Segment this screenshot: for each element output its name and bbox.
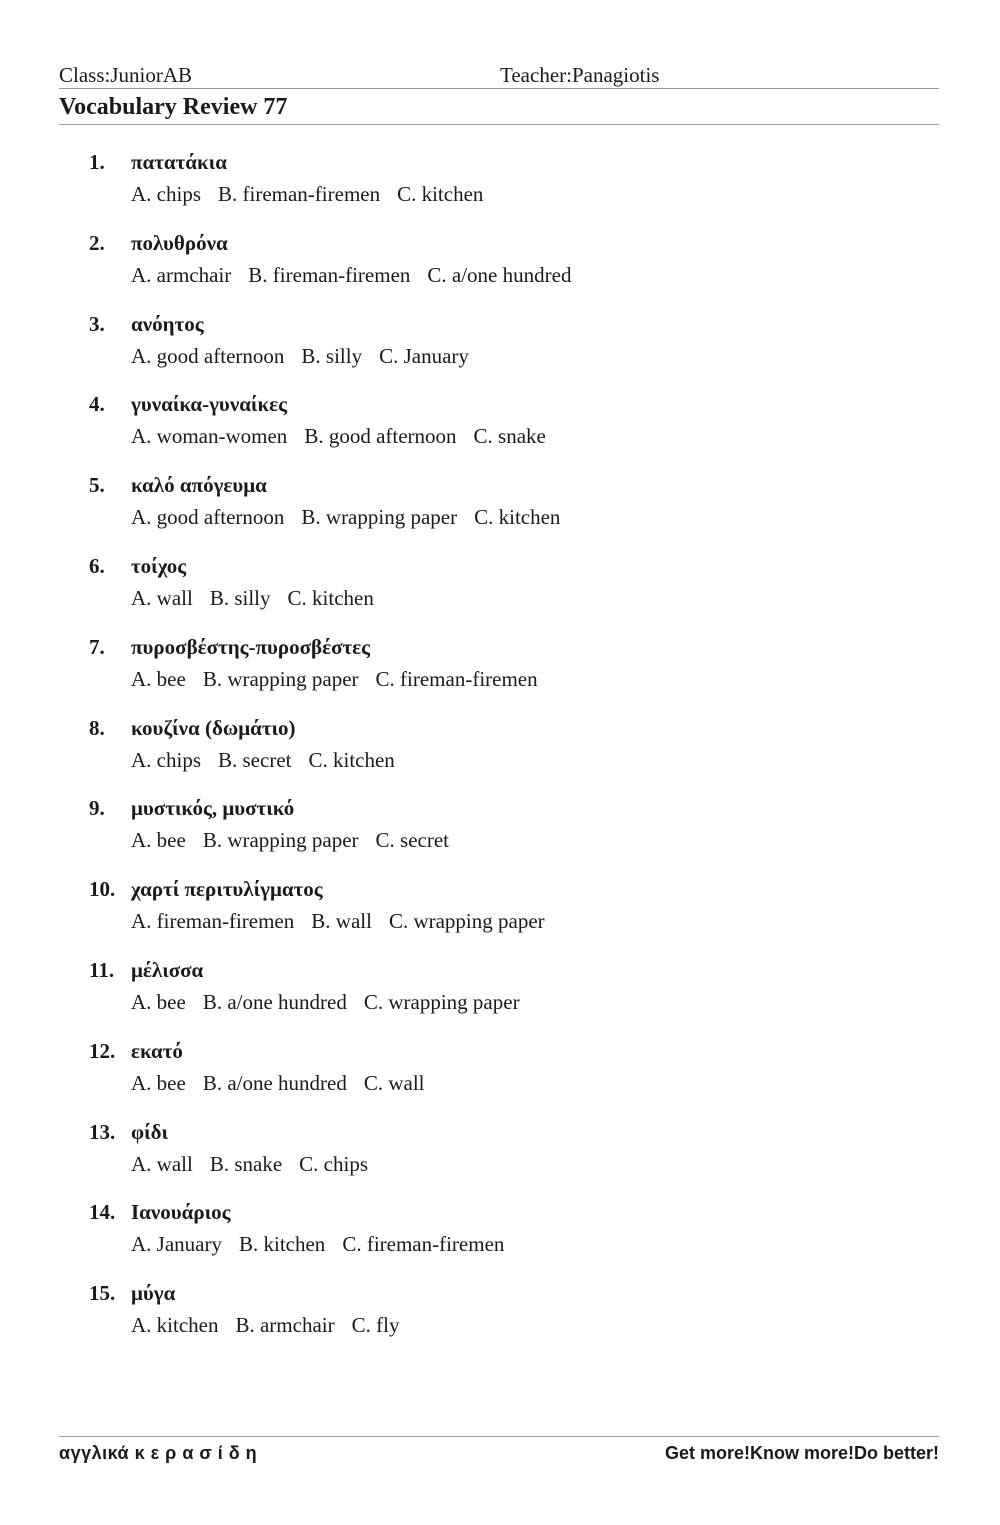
- answer-option[interactable]: B. fireman-firemen: [248, 262, 411, 287]
- question-item: [59, 794, 939, 875]
- question-number: 8.: [89, 715, 105, 740]
- question-item: [59, 633, 939, 714]
- answer-options: [131, 1071, 442, 1096]
- question-number: 2.: [89, 230, 105, 255]
- question-number: 14.: [89, 1200, 116, 1225]
- answer-option[interactable]: A. bee: [131, 666, 186, 691]
- answer-option[interactable]: B. wrapping paper: [202, 828, 359, 853]
- question-number: 4.: [89, 392, 105, 417]
- answer-option[interactable]: C. fireman-firemen: [342, 1232, 505, 1257]
- answer-option[interactable]: B. wall: [311, 909, 372, 934]
- answer-option[interactable]: A. bee: [131, 1070, 186, 1095]
- question-word: τοίχος: [131, 553, 187, 578]
- answer-option[interactable]: C. wrapping paper: [363, 989, 520, 1014]
- question-item: [59, 310, 939, 391]
- answer-options: [131, 1313, 416, 1338]
- question-word: Ιανουάριος: [131, 1200, 231, 1225]
- answer-options: [131, 828, 466, 853]
- answer-option[interactable]: A. wall: [131, 1151, 193, 1176]
- answer-options: [131, 667, 555, 692]
- answer-option[interactable]: C. chips: [299, 1151, 368, 1176]
- answer-option[interactable]: B. fireman-firemen: [218, 182, 381, 206]
- worksheet-footer: [59, 1436, 939, 1467]
- answer-option[interactable]: C. fly: [351, 1313, 400, 1338]
- question-item: [59, 552, 939, 633]
- answer-options: [131, 424, 563, 449]
- question-item: [59, 390, 939, 471]
- answer-options: [131, 586, 391, 611]
- answer-option[interactable]: A. kitchen: [131, 1313, 219, 1338]
- answer-options: [131, 182, 500, 207]
- answer-option[interactable]: B. a/one hundred: [202, 989, 347, 1014]
- answer-option[interactable]: B. armchair: [235, 1313, 335, 1338]
- question-word: μυστικός, μυστικό: [131, 796, 295, 821]
- answer-option[interactable]: A. good afternoon: [131, 505, 285, 530]
- answer-option[interactable]: A. bee: [131, 989, 186, 1014]
- question-number: 5.: [89, 473, 105, 498]
- question-number: 13.: [89, 1119, 116, 1144]
- answer-option[interactable]: C. wrapping paper: [388, 909, 545, 934]
- question-number: 1.: [89, 150, 105, 174]
- answer-option[interactable]: B. secret: [218, 747, 292, 772]
- question-word: μύγα: [131, 1281, 176, 1306]
- question-item: [59, 1198, 939, 1279]
- answer-option[interactable]: A. bee: [131, 828, 186, 853]
- question-item: [59, 1279, 939, 1360]
- answer-option[interactable]: B. kitchen: [238, 1232, 326, 1257]
- question-word: πυροσβέστης-πυροσβέστες: [131, 634, 371, 659]
- question-number: 9.: [89, 796, 105, 821]
- answer-option[interactable]: C. snake: [473, 424, 546, 449]
- answer-option[interactable]: C. fireman-firemen: [375, 666, 538, 691]
- question-word: χαρτί περιτυλίγματος: [131, 877, 323, 902]
- answer-option[interactable]: A. fireman-firemen: [131, 909, 295, 934]
- question-number: 10.: [89, 877, 116, 902]
- answer-option[interactable]: C. kitchen: [474, 505, 561, 530]
- question-item: [59, 956, 939, 1037]
- answer-option[interactable]: C. kitchen: [308, 747, 395, 772]
- answer-option[interactable]: A. armchair: [131, 262, 232, 287]
- answer-option[interactable]: A. chips: [131, 182, 201, 206]
- answer-option[interactable]: A. January: [131, 1232, 222, 1257]
- teacher-label: Teacher:Panagiotis: [500, 63, 660, 87]
- question-list: [59, 148, 939, 1360]
- question-word: πολυθρόνα: [131, 230, 228, 255]
- answer-option[interactable]: B. wrapping paper: [301, 505, 458, 530]
- answer-options: [131, 1152, 385, 1177]
- answer-option[interactable]: C. January: [379, 343, 469, 368]
- question-number: 3.: [89, 311, 105, 336]
- answer-option[interactable]: A. chips: [131, 747, 201, 772]
- question-item: [59, 714, 939, 795]
- question-item: [59, 148, 939, 229]
- question-number: 15.: [89, 1281, 116, 1306]
- question-number: 7.: [89, 634, 105, 659]
- page-title: Vocabulary Review 77: [59, 94, 288, 120]
- question-number: 11.: [89, 957, 115, 982]
- question-word: εκατό: [131, 1038, 183, 1063]
- question-item: [59, 875, 939, 956]
- answer-option[interactable]: C. kitchen: [287, 585, 374, 610]
- answer-option[interactable]: A. wall: [131, 585, 193, 610]
- question-word: κουζίνα (δωμάτιο): [131, 715, 296, 740]
- footer-brand: αγγλικά κ ε ρ α σ ί δ η: [59, 1443, 258, 1463]
- question-item: [59, 229, 939, 310]
- question-item: [59, 1037, 939, 1118]
- answer-option[interactable]: B. good afternoon: [304, 424, 457, 449]
- question-item: [59, 471, 939, 552]
- answer-option[interactable]: C. kitchen: [397, 182, 484, 206]
- question-word: καλό απόγευμα: [131, 473, 267, 498]
- answer-option[interactable]: B. a/one hundred: [202, 1070, 347, 1095]
- question-word: γυναίκα-γυναίκες: [131, 392, 287, 417]
- question-number: 12.: [89, 1038, 116, 1063]
- answer-option[interactable]: B. silly: [209, 585, 271, 610]
- answer-option[interactable]: A. woman-women: [131, 424, 288, 449]
- answer-option[interactable]: B. wrapping paper: [202, 666, 359, 691]
- question-word: φίδι: [131, 1119, 169, 1144]
- answer-options: [131, 505, 577, 530]
- question-number: 6.: [89, 553, 105, 578]
- class-label: Class:JuniorAB: [59, 63, 193, 87]
- question-word: μέλισσα: [131, 957, 204, 982]
- footer-slogan: Get more!Know more!Do better!: [664, 1443, 939, 1463]
- answer-options: [131, 263, 588, 288]
- answer-options: [131, 990, 537, 1015]
- answer-options: [131, 1232, 521, 1257]
- question-word: πατατάκια: [131, 150, 227, 174]
- answer-option[interactable]: C. wall: [363, 1070, 425, 1095]
- answer-option[interactable]: C. secret: [375, 828, 450, 853]
- answer-option[interactable]: B. silly: [301, 343, 363, 368]
- answer-options: [131, 344, 486, 369]
- answer-options: [131, 748, 412, 773]
- question-word: ανόητος: [131, 311, 204, 336]
- answer-option[interactable]: B. snake: [209, 1151, 283, 1176]
- title-row: [59, 92, 939, 125]
- worksheet-header: [59, 60, 939, 89]
- answer-option[interactable]: C. a/one hundred: [427, 262, 572, 287]
- answer-options: [131, 909, 562, 934]
- answer-option[interactable]: A. good afternoon: [131, 343, 285, 368]
- question-item: [59, 1118, 939, 1199]
